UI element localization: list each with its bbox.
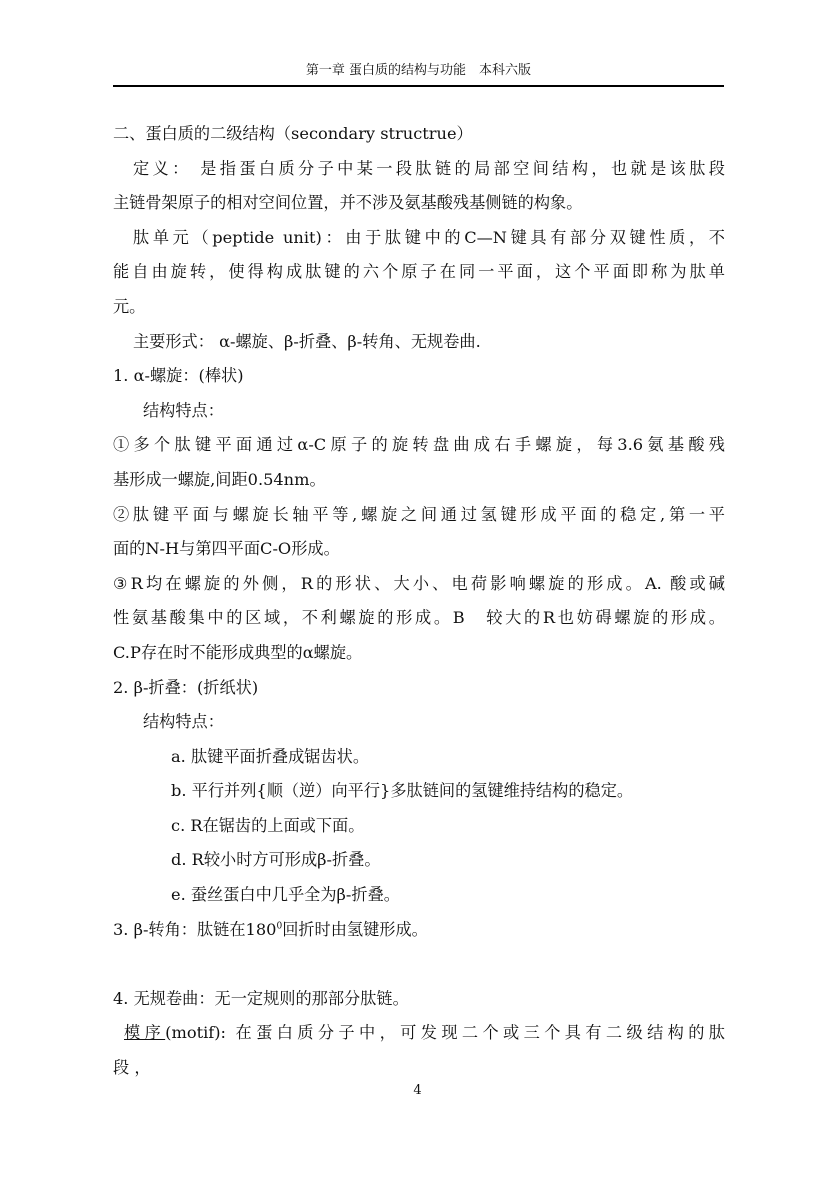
beta-sheet-heading: 2. β-折叠：(折纸状) — [113, 677, 259, 697]
motif-definition: (motif): 在蛋白质分子中，可发现二个或三个具有二级结构的肽 — [165, 1023, 725, 1043]
alpha-feature-1-line-1: ①多个肽键平面通过α-C原子的旋转盘曲成右手螺旋，每3.6氨基酸残 — [113, 435, 725, 455]
page-number: 4 — [413, 1083, 422, 1098]
beta-turn-text-2: 回折时由氢键形成。 — [282, 919, 428, 939]
beta-feature-e: e. 蚕丝蛋白中几乎全为β-折叠。 — [171, 885, 400, 905]
definition-line-1: 定义： 是指蛋白质分子中某一段肽链的局部空间结构，也就是该肽段 — [133, 158, 725, 178]
alpha-feature-3-line-3: C.P存在时不能形成典型的α螺旋。 — [113, 642, 363, 662]
alpha-feature-2-line-1: ②肽键平面与螺旋长轴平等,螺旋之间通过氢键形成平面的稳定,第一平 — [113, 504, 725, 524]
alpha-helix-heading: 1. α-螺旋：(棒状) — [113, 366, 244, 386]
random-coil-line: 4. 无规卷曲：无一定规则的那部分肽链。 — [113, 988, 409, 1008]
beta-turn-line — [113, 913, 725, 948]
beta-feature-b: b. 平行并列{顺（逆）向平行}多肽链间的氢键维持结构的稳定。 — [171, 781, 634, 801]
motif-term: 模序 — [124, 1023, 166, 1043]
peptide-unit-line-2: 能自由旋转，使得构成肽键的六个原子在同一平面，这个平面即称为肽单 — [113, 262, 725, 282]
peptide-unit-line-1: 肽单元（peptide unit)：由于肽键中的C—N键具有部分双键性质，不 — [133, 227, 725, 247]
blank-line — [113, 947, 725, 982]
definition-line-2: 主链骨架原子的相对空间位置，并不涉及氨基酸残基侧链的构象。 — [113, 193, 583, 213]
running-header: 第一章 蛋白质的结构与功能 本科六版 — [305, 63, 532, 78]
motif-line-1 — [113, 1016, 725, 1051]
beta-structure-features-label: 结构特点： — [143, 712, 224, 732]
main-forms-line: 主要形式： α-螺旋、β-折叠、β-转角、无规卷曲. — [133, 331, 481, 351]
alpha-feature-3-line-1: ③R均在螺旋的外侧，R的形状、大小、电荷影响螺旋的形成。A. 酸或碱 — [113, 573, 725, 593]
page-body — [113, 117, 725, 1086]
beta-feature-d: d. R较小时方可形成β-折叠。 — [171, 850, 381, 870]
beta-feature-a: a. 肽键平面折叠成锯齿状。 — [171, 746, 370, 766]
section-heading: 二、蛋白质的二级结构（secondary structrue） — [113, 124, 473, 143]
header-rule — [113, 85, 724, 87]
alpha-feature-1-line-2: 基形成一螺旋,间距0.54nm。 — [113, 469, 326, 489]
motif-line-2: 段 ， — [113, 1058, 151, 1078]
alpha-feature-3-line-2: 性氨基酸集中的区域，不利螺旋的形成。B 较大的R也妨碍螺旋的形成。 — [113, 608, 725, 628]
beta-turn-text-1: 3. β-转角：肽链在180 — [113, 919, 277, 939]
alpha-feature-2-line-2: 面的N-H与第四平面C-O形成。 — [113, 539, 340, 559]
beta-feature-c: c. R在锯齿的上面或下面。 — [171, 815, 365, 835]
peptide-unit-line-3: 元。 — [113, 296, 146, 316]
alpha-structure-features-label: 结构特点： — [143, 400, 224, 420]
degree-superscript: 0 — [276, 921, 283, 932]
